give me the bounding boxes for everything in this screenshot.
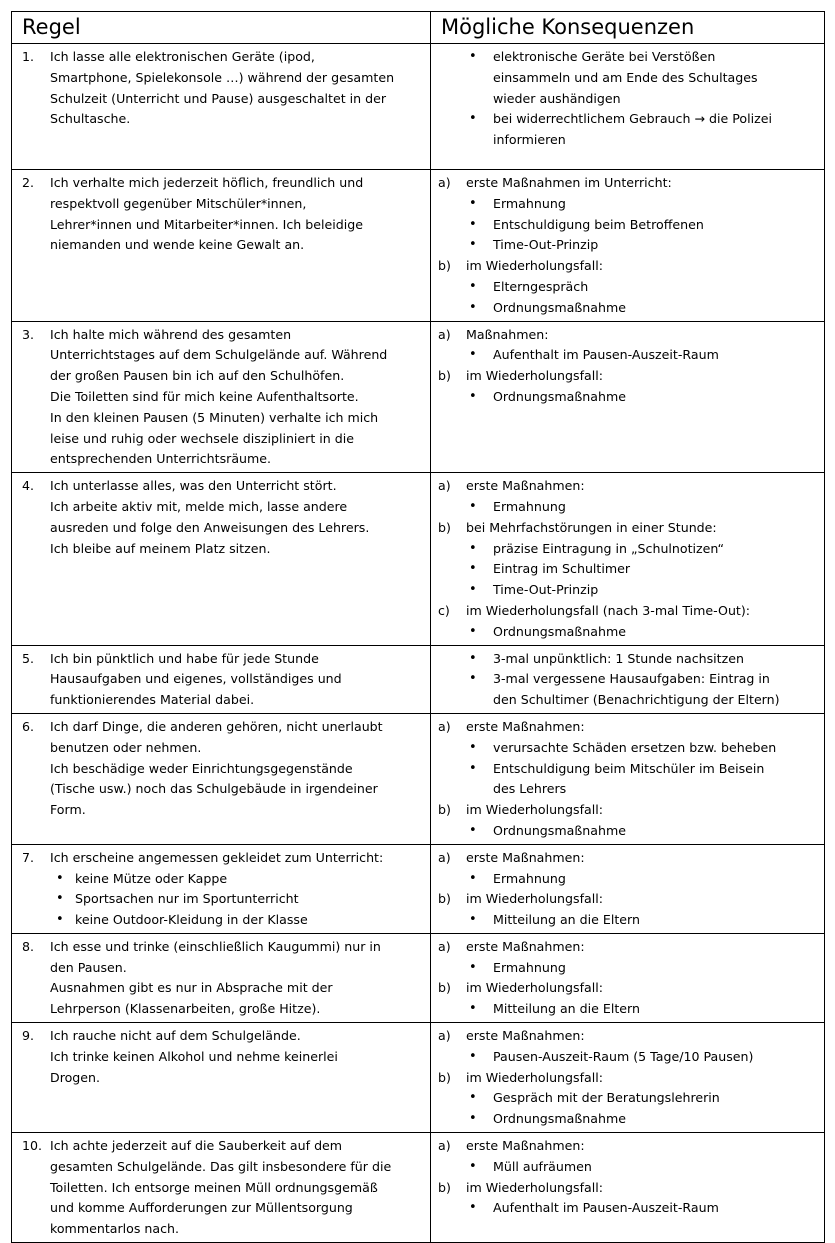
rule-number: 10. xyxy=(22,1138,43,1154)
step-letter: b) xyxy=(438,519,451,535)
consequence-line: • bei widerrechtlichem Gebrauch → die Polizei xyxy=(493,111,772,127)
consequence-line: • Pausen-Auszeit-Raum (5 Tage/10 Pausen) xyxy=(493,1048,754,1064)
step-letter: b) xyxy=(438,891,451,907)
consequence-item xyxy=(437,1198,820,1219)
rule-row xyxy=(12,473,825,645)
consequence-step xyxy=(437,366,820,387)
rule-text xyxy=(12,934,430,1022)
rule-line: Hausaufgaben und eigenes, vollständiges und xyxy=(50,671,342,687)
consequence-step xyxy=(437,601,820,622)
consequence-step xyxy=(437,518,820,539)
consequence-item xyxy=(437,910,820,931)
consequence-line: • Aufenthalt im Pausen-Auszeit-Raum xyxy=(493,1200,719,1216)
rule-row xyxy=(12,933,825,1022)
rule-line: Ich beschädige weder Einrichtungsgegenstände xyxy=(50,760,353,776)
consequences-cell xyxy=(431,933,825,1022)
consequence-line: • 3-mal unpünktlich: 1 Stunde nachsitzen xyxy=(493,650,744,666)
consequence-item xyxy=(437,235,820,256)
rule-line: der großen Pausen bin ich auf den Schulhöfen. xyxy=(50,368,345,384)
consequence-item xyxy=(437,580,820,601)
consequences-cell xyxy=(431,713,825,844)
rule-row xyxy=(12,44,825,170)
consequence-line: den Schultimer (Benachrichtigung der Eltern) xyxy=(493,692,780,708)
step-letter: b) xyxy=(438,1179,451,1195)
rule-line: Ich arbeite aktiv mit, melde mich, lasse andere xyxy=(50,498,348,514)
rule-row xyxy=(12,1133,825,1243)
consequences-cell xyxy=(431,44,825,170)
consequence-item xyxy=(437,215,820,236)
step-letter: a) xyxy=(438,718,451,734)
consequences-cell xyxy=(431,321,825,473)
rule-cell xyxy=(12,1023,431,1133)
consequence-step xyxy=(437,476,820,497)
rules-table xyxy=(11,11,825,1243)
rule-line: Ich bin pünktlich und habe für jede Stunde xyxy=(50,650,319,666)
step-text: im Wiederholungsfall: xyxy=(466,258,603,274)
rule-number: 1. xyxy=(22,49,35,64)
rule-line: Ich achte jederzeit auf die Sauberkeit auf dem xyxy=(50,1138,343,1154)
rule-cell xyxy=(12,844,431,933)
header-consequences: Mögliche Konsequenzen xyxy=(441,15,695,39)
rule-line: Ich trinke keinen Alkohol und nehme keinerlei xyxy=(50,1048,338,1064)
rule-line: Ich unterlasse alles, was den Unterricht stört. xyxy=(50,478,337,494)
consequences-cell xyxy=(431,473,825,645)
rule-line: Lehrperson (Klassenarbeiten, große Hitze). xyxy=(50,1001,321,1017)
rule-text xyxy=(12,170,430,258)
consequence-item xyxy=(437,821,820,842)
consequence-line: • Gespräch mit der Beratungslehrerin xyxy=(493,1090,720,1106)
consequence-item xyxy=(437,387,820,408)
rule-text xyxy=(12,322,430,473)
rule-line: leise und ruhig oder wechsele diszipliniert in die xyxy=(50,430,355,446)
consequence-item xyxy=(437,109,820,151)
rule-line: (Tische usw.) noch das Schulgebäude in irgendeiner xyxy=(50,781,378,797)
rule-lines xyxy=(50,1136,426,1240)
rule-number: 4. xyxy=(22,478,35,494)
rule-line: niemanden und wende keine Gewalt an. xyxy=(50,237,305,253)
rule-line: den Pausen. xyxy=(50,959,127,975)
rule-lines xyxy=(50,325,426,471)
rule-cell xyxy=(12,44,431,170)
consequences-list xyxy=(431,1133,824,1221)
rule-row xyxy=(12,321,825,473)
consequence-line: • Mitteilung an die Eltern xyxy=(493,912,640,928)
consequence-item xyxy=(437,999,820,1020)
step-letter: a) xyxy=(438,938,451,954)
rule-line: ausreden und folge den Anweisungen des Lehrers. xyxy=(50,519,370,535)
consequence-line: • Ermahnung xyxy=(493,498,566,514)
rule-line: und komme Aufforderungen zur Müllentsorgung xyxy=(50,1200,353,1216)
consequence-line: • Ermahnung xyxy=(493,195,566,211)
rule-line: Unterrichtstages auf dem Schulgelände auf. Während xyxy=(50,347,388,363)
consequence-line: • Ordnungsmaßnahme xyxy=(493,623,626,639)
rule-line: kommentarlos nach. xyxy=(50,1221,180,1237)
consequence-line: • Time-Out-Prinzip xyxy=(493,237,599,253)
header-cell-consequences xyxy=(431,12,825,44)
step-text: erste Maßnahmen: xyxy=(466,1028,585,1044)
consequence-line: informieren xyxy=(493,132,566,148)
consequences-list xyxy=(431,44,824,153)
rule-lines xyxy=(50,848,426,931)
consequence-item xyxy=(437,738,820,759)
consequence-step xyxy=(437,1178,820,1199)
step-letter: b) xyxy=(438,368,451,384)
consequence-line: • Entschuldigung beim Betroffenen xyxy=(493,216,704,232)
consequences-cell xyxy=(431,1023,825,1133)
consequence-line: • Eintrag im Schultimer xyxy=(493,561,631,577)
step-letter: c) xyxy=(438,602,450,618)
rule-row xyxy=(12,844,825,933)
rule-line: Schultasche. xyxy=(50,111,131,127)
rule-line: respektvoll gegenüber Mitschüler*innen, xyxy=(50,195,307,211)
consequences-list xyxy=(431,322,824,410)
consequence-step xyxy=(437,848,820,869)
consequence-line: • Time-Out-Prinzip xyxy=(493,582,599,598)
rule-line: Ausnahmen gibt es nur in Absprache mit der xyxy=(50,980,333,996)
consequence-line: des Lehrers xyxy=(493,781,567,797)
consequence-item xyxy=(437,869,820,890)
consequence-step xyxy=(437,1026,820,1047)
rule-number: 6. xyxy=(22,718,35,734)
consequence-item xyxy=(437,559,820,580)
rule-cell xyxy=(12,1133,431,1243)
consequence-line: • Ordnungsmaßnahme xyxy=(493,1111,626,1127)
step-text: im Wiederholungsfall: xyxy=(466,1179,603,1195)
consequence-line: • präzise Eintragung in „Schulnotizen“ xyxy=(493,540,724,556)
consequence-item xyxy=(437,1088,820,1109)
rule-text xyxy=(12,1023,430,1090)
consequence-item xyxy=(437,958,820,979)
rule-line: entsprechenden Unterrichtsräume. xyxy=(50,451,272,467)
rule-text xyxy=(12,473,430,561)
consequence-step xyxy=(437,717,820,738)
consequence-item xyxy=(437,1047,820,1068)
rule-number: 2. xyxy=(22,175,35,190)
step-text: erste Maßnahmen: xyxy=(466,849,585,865)
step-text: im Wiederholungsfall: xyxy=(466,891,603,907)
rule-text xyxy=(12,646,430,713)
consequences-cell xyxy=(431,170,825,322)
rule-cell xyxy=(12,170,431,322)
consequence-line: • Müll aufräumen xyxy=(493,1158,592,1174)
consequences-list xyxy=(431,473,824,644)
rule-line: Ich halte mich während des gesamten xyxy=(50,326,292,342)
rule-line: Ich verhalte mich jederzeit höflich, freundlich und xyxy=(50,175,364,190)
consequences-list xyxy=(431,1023,824,1132)
rule-bullet: • keine Outdoor-Kleidung in der Klasse xyxy=(50,910,426,931)
consequence-line: • Mitteilung an die Eltern xyxy=(493,1001,640,1017)
rule-line: Toiletten. Ich entsorge meinen Müll ordnungsgemäß xyxy=(50,1179,378,1195)
rule-line: funktionierendes Material dabei. xyxy=(50,692,255,708)
rule-line: Smartphone, Spielekonsole …) während der gesamten xyxy=(50,69,395,85)
consequence-line: wieder aushändigen xyxy=(493,90,621,106)
step-text: erste Maßnahmen: xyxy=(466,478,585,494)
consequence-step xyxy=(437,256,820,277)
step-text: im Wiederholungsfall: xyxy=(466,1069,603,1085)
rule-text xyxy=(12,714,430,823)
consequence-line: • Elterngespräch xyxy=(493,278,589,294)
consequences-list xyxy=(431,934,824,1022)
consequence-step xyxy=(437,978,820,999)
step-letter: b) xyxy=(438,802,451,818)
consequence-line: einsammeln und am Ende des Schultages xyxy=(493,69,758,85)
consequence-item xyxy=(437,1109,820,1130)
consequences-list xyxy=(431,845,824,933)
header-rule: Regel xyxy=(22,15,81,39)
rule-bullet: • keine Mütze oder Kappe xyxy=(50,869,426,890)
consequence-item xyxy=(437,669,820,711)
consequence-step xyxy=(437,1068,820,1089)
rule-lines xyxy=(50,937,426,1020)
consequence-line: • elektronische Geräte bei Verstößen xyxy=(493,49,716,64)
rule-lines xyxy=(50,1026,426,1088)
rule-line: In den kleinen Pausen (5 Minuten) verhalte ich mich xyxy=(50,409,379,425)
rule-row xyxy=(12,1023,825,1133)
header-row xyxy=(12,12,825,44)
step-text: erste Maßnahmen: xyxy=(466,938,585,954)
rule-line: Lehrer*innen und Mitarbeiter*innen. Ich beleidige xyxy=(50,216,363,232)
consequence-step xyxy=(437,937,820,958)
header-cell-rule xyxy=(12,12,431,44)
rule-cell xyxy=(12,473,431,645)
consequence-step xyxy=(437,173,820,194)
consequence-line: • Ermahnung xyxy=(493,870,566,886)
consequence-line: • Entschuldigung beim Mitschüler im Beisein xyxy=(493,760,765,776)
consequence-item xyxy=(437,649,820,670)
rule-text xyxy=(12,845,430,933)
rules-table-body xyxy=(12,12,825,1243)
rule-line: Ich rauche nicht auf dem Schulgelände. xyxy=(50,1028,301,1044)
consequence-item xyxy=(437,194,820,215)
consequence-item xyxy=(437,759,820,801)
step-letter: a) xyxy=(438,175,451,190)
consequence-line: • Ordnungsmaßnahme xyxy=(493,822,626,838)
step-text: erste Maßnahmen: xyxy=(466,1138,585,1154)
step-letter: a) xyxy=(438,849,451,865)
rule-number: 3. xyxy=(22,326,35,342)
rule-line: gesamten Schulgelände. Das gilt insbesondere für die xyxy=(50,1158,392,1174)
consequences-list xyxy=(431,714,824,844)
rule-cell xyxy=(12,713,431,844)
rule-number: 5. xyxy=(22,650,35,666)
consequences-cell xyxy=(431,645,825,713)
consequences-list xyxy=(431,170,824,321)
rule-text xyxy=(12,44,430,132)
consequence-item xyxy=(437,345,820,366)
rule-text xyxy=(12,1133,430,1242)
step-text: Maßnahmen: xyxy=(466,326,549,342)
consequences-cell xyxy=(431,1133,825,1243)
step-letter: a) xyxy=(438,326,451,342)
step-text: im Wiederholungsfall: xyxy=(466,980,603,996)
step-letter: a) xyxy=(438,1028,451,1044)
rule-row xyxy=(12,645,825,713)
consequence-line: • Ermahnung xyxy=(493,959,566,975)
rule-line: Ich darf Dinge, die anderen gehören, nicht unerlaubt xyxy=(50,718,383,734)
consequence-item xyxy=(437,1157,820,1178)
rule-bullet: • Sportsachen nur im Sportunterricht xyxy=(50,889,426,910)
consequence-line: • verursachte Schäden ersetzen bzw. beheben xyxy=(493,739,777,755)
rule-lines xyxy=(50,47,426,130)
rule-number: 8. xyxy=(22,938,35,954)
rule-row xyxy=(12,170,825,322)
consequence-item xyxy=(437,622,820,643)
rule-lines xyxy=(50,717,426,821)
consequences-cell xyxy=(431,844,825,933)
consequence-line: • 3-mal vergessene Hausaufgaben: Eintrag in xyxy=(493,671,770,687)
consequence-item xyxy=(437,497,820,518)
step-text: bei Mehrfachstörungen in einer Stunde: xyxy=(466,519,717,535)
rule-row xyxy=(12,713,825,844)
rule-number: 7. xyxy=(22,849,35,865)
step-text: im Wiederholungsfall (nach 3-mal Time-Out): xyxy=(466,602,751,618)
rule-line: Ich bleibe auf meinem Platz sitzen. xyxy=(50,540,271,556)
rule-cell xyxy=(12,933,431,1022)
consequence-item xyxy=(437,298,820,319)
rule-lines xyxy=(50,649,426,711)
step-text: erste Maßnahmen: xyxy=(466,718,585,734)
step-letter: b) xyxy=(438,258,451,274)
rule-line: Drogen. xyxy=(50,1069,101,1085)
step-text: erste Maßnahmen im Unterricht: xyxy=(466,175,672,190)
rule-line: Ich lasse alle elektronischen Geräte (ipod, xyxy=(50,49,315,64)
rule-line: Die Toiletten sind für mich keine Aufenthaltsorte. xyxy=(50,388,359,404)
consequence-line: • Ordnungsmaßnahme xyxy=(493,299,626,315)
rule-line: Form. xyxy=(50,802,86,818)
consequence-item xyxy=(437,277,820,298)
consequence-step xyxy=(437,325,820,346)
consequence-line: • Aufenthalt im Pausen-Auszeit-Raum xyxy=(493,347,719,363)
rule-cell xyxy=(12,321,431,473)
consequence-item xyxy=(437,539,820,560)
rule-line: Ich erscheine angemessen gekleidet zum Unterricht: xyxy=(50,849,384,865)
rule-line: Ich esse und trinke (einschließlich Kaugummi) nur in xyxy=(50,938,381,954)
step-text: im Wiederholungsfall: xyxy=(466,802,603,818)
step-letter: a) xyxy=(438,478,451,494)
rule-lines xyxy=(50,476,426,559)
consequences-list xyxy=(431,646,824,713)
consequence-step xyxy=(437,889,820,910)
rule-lines xyxy=(50,173,426,256)
step-letter: b) xyxy=(438,1069,451,1085)
step-letter: b) xyxy=(438,980,451,996)
consequence-step xyxy=(437,800,820,821)
rule-line: benutzen oder nehmen. xyxy=(50,739,202,755)
consequence-line: • Ordnungsmaßnahme xyxy=(493,388,626,404)
step-text: im Wiederholungsfall: xyxy=(466,368,603,384)
rule-line: Schulzeit (Unterricht und Pause) ausgeschaltet in der xyxy=(50,90,387,106)
rule-number: 9. xyxy=(22,1028,35,1044)
rule-cell xyxy=(12,645,431,713)
step-letter: a) xyxy=(438,1138,451,1154)
consequence-item xyxy=(437,47,820,109)
consequence-step xyxy=(437,1136,820,1157)
